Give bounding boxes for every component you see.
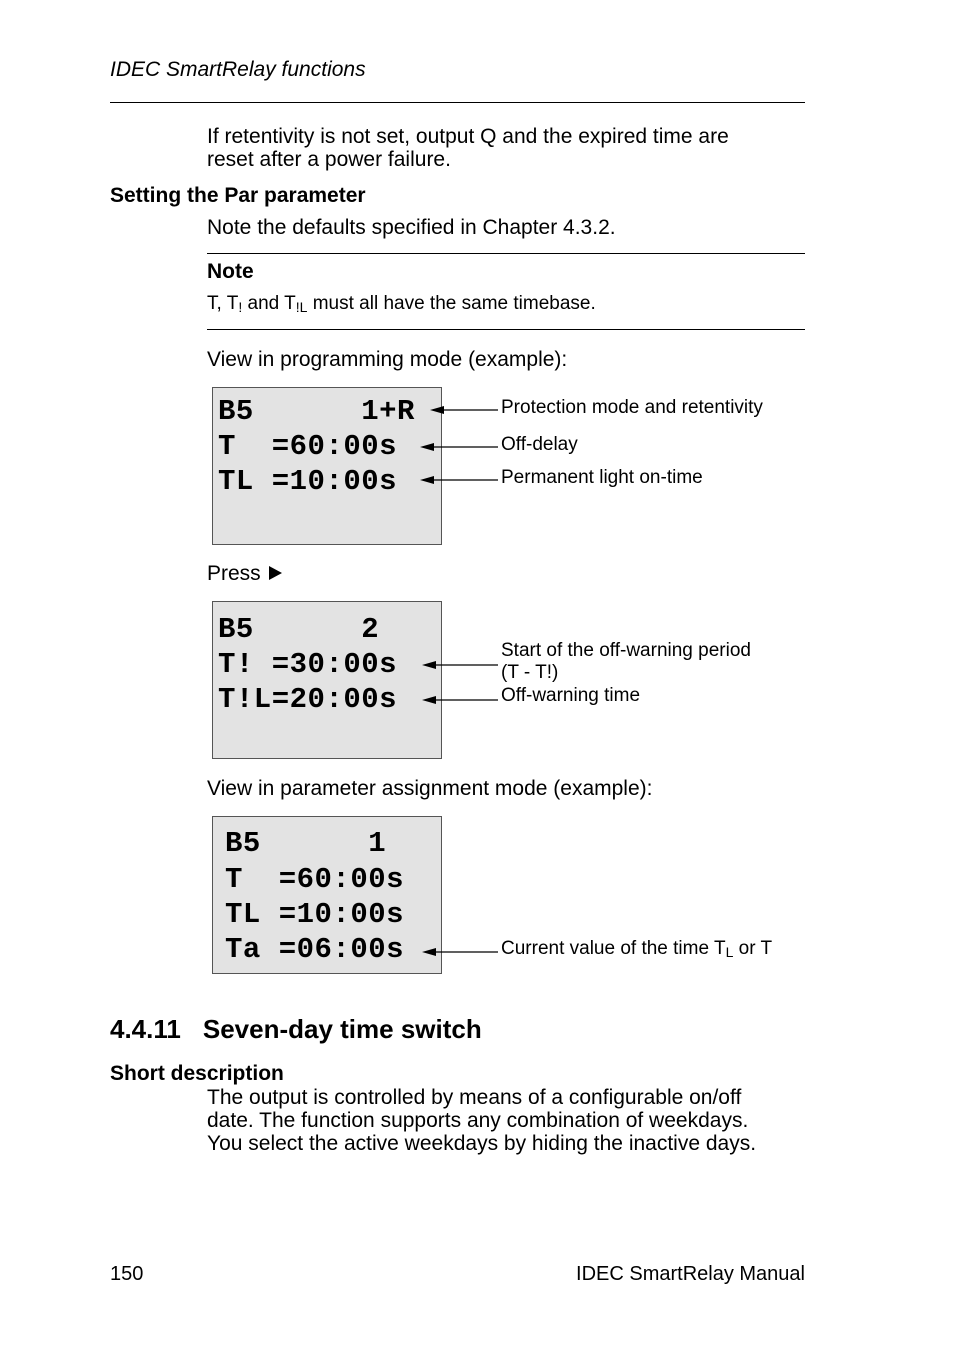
manual-title: IDEC SmartRelay Manual <box>576 1263 805 1285</box>
callout-current-value: Current value of the time $T_L$ or T <box>501 938 773 960</box>
press-label: Press <box>207 562 261 585</box>
section-heading <box>110 1014 482 1045</box>
short-description-heading: Short description <box>110 1062 284 1085</box>
description-line-2: date. The function supports any combination of weekdays. <box>207 1109 749 1132</box>
description-line-1: The output is controlled by means of a configurable on/off <box>207 1086 742 1109</box>
callout-permanent-light: Permanent light on-time <box>501 467 703 488</box>
arrowhead-icon <box>422 696 436 704</box>
callout-protection: Protection mode and retentivity <box>501 397 763 418</box>
intro-line-1: If retentivity is not set, output Q and the expired time are <box>207 125 729 148</box>
lcd3-line-2: T =60:00s <box>225 863 405 896</box>
view-assignment-label: View in parameter assignment mode (example): <box>207 777 653 800</box>
callout-off-warning-start-line-1: Start of the off-warning period <box>501 640 751 661</box>
note-text: T, $T_!$ and $T_{!L}$ must all have the same timebase. <box>207 293 596 315</box>
page-number: 150 <box>110 1263 144 1285</box>
arrowhead-icon <box>430 406 444 414</box>
running-header: IDEC SmartRelay functions <box>110 58 366 81</box>
lcd3-line-3: TL =10:00s <box>225 898 405 931</box>
arrowhead-icon <box>422 948 436 956</box>
short-description-paragraph <box>207 1086 756 1155</box>
callout-off-delay: Off-delay <box>501 434 578 455</box>
callout-off-warning-start-line-2: (T - T!) <box>501 662 559 683</box>
lcd1-line-3: TL =10:00s <box>218 465 398 498</box>
par-heading: Setting the Par parameter <box>110 184 366 207</box>
callout-off-warning-time: Off-warning time <box>501 685 641 706</box>
arrowhead-icon <box>422 661 436 669</box>
arrowhead-icon <box>420 476 434 484</box>
defaults-text: Note the defaults specified in Chapter 4.3.2. <box>207 216 616 239</box>
lcd2-line-1: B5 2 <box>218 613 380 646</box>
intro-line-2: reset after a power failure. <box>207 148 451 171</box>
note-title: Note <box>207 260 254 283</box>
section-number: 4.4.11 <box>110 1014 181 1044</box>
view-programming-label: View in programming mode (example): <box>207 348 568 371</box>
lcd3-line-4: Ta =06:00s <box>225 933 405 966</box>
arrowhead-icon <box>420 443 434 451</box>
lcd1-line-2: T =60:00s <box>218 430 398 463</box>
section-title: Seven-day time switch <box>202 1014 482 1044</box>
lcd2-line-3: T!L=20:00s <box>218 683 398 716</box>
lcd1-line-1: B5 1+R <box>218 395 415 428</box>
description-line-3: You select the active weekdays by hiding the inactive days. <box>207 1132 757 1155</box>
lcd3-line-1: B5 1 <box>225 827 387 860</box>
lcd2-line-2: T! =30:00s <box>218 648 398 681</box>
